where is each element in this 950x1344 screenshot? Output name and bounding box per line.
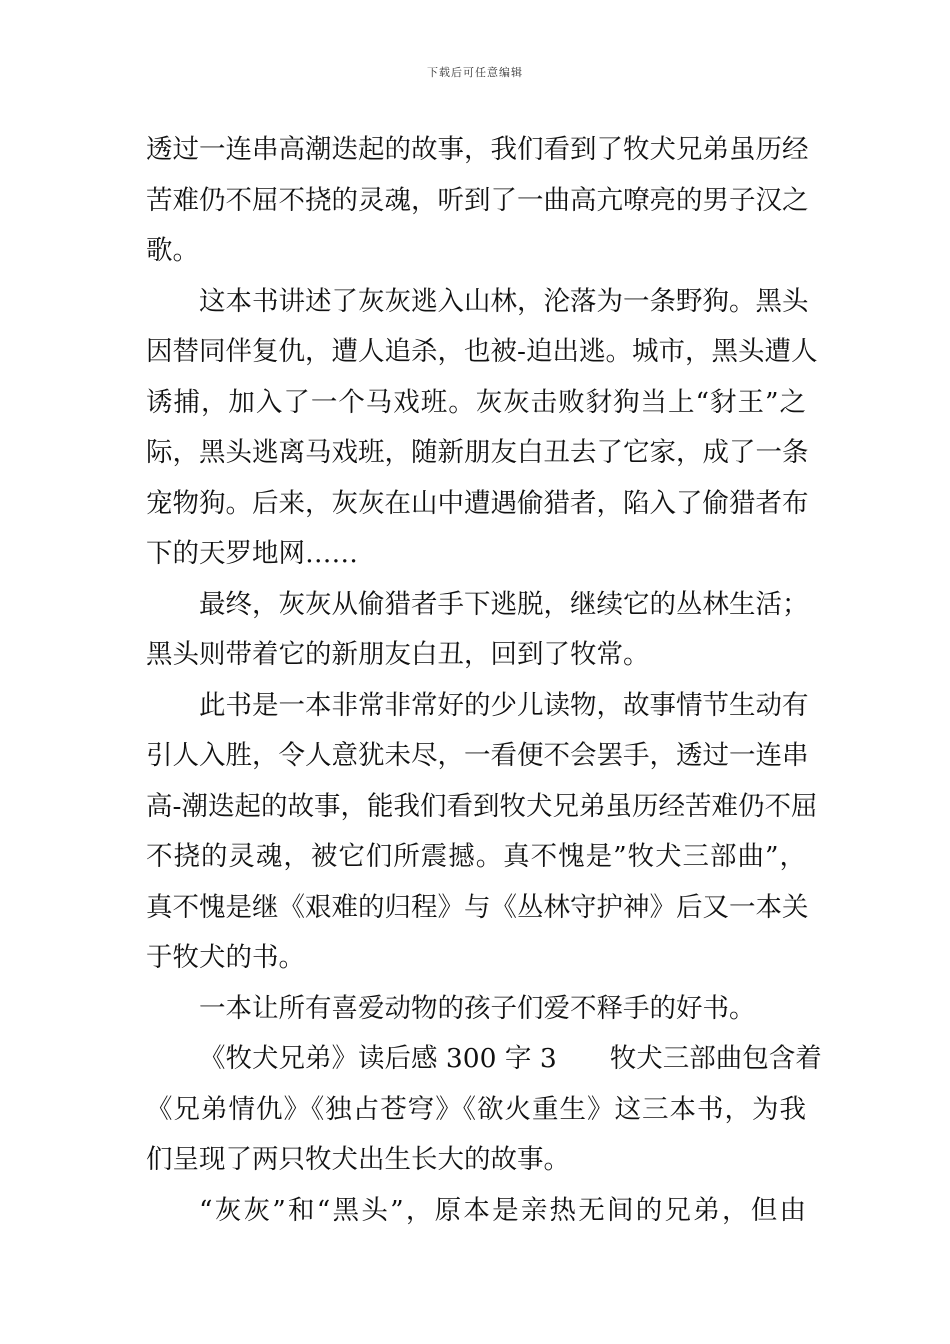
text-line: 下的天罗地网…… [146, 538, 358, 569]
text-line: 诱捕，加入了一个马戏班。灰灰击败豺狗当上“豺王”之 [146, 386, 806, 418]
text-line: 歌。 [146, 235, 199, 266]
text-line: 不挠的灵魂，被它们所震撼。真不愧是”牧犬三部曲”， [146, 841, 806, 872]
text-line: 高-潮迭起的故事，能我们看到牧犬兄弟虽历经苦难仍不屈 [146, 790, 818, 822]
text-line: 黑头则带着它的新朋友白丑，回到了牧常。 [146, 639, 650, 670]
text-line: 此书是一本非常非常好的少儿读物，故事情节生动有 [199, 689, 809, 721]
text-line: “灰灰”和“黑头”，原本是亲热无间的兄弟，但由 [199, 1194, 806, 1226]
text-line: 这本书讲述了灰灰逃入山林，沦落为一条野狗。黑头 [199, 285, 809, 317]
text-line: 宠物狗。后来，灰灰在山中遭遇偷猎者，陷入了偷猎者布 [146, 487, 809, 519]
text-line: 于牧犬的书。 [146, 942, 305, 973]
page-header-note: 下载后可任意编辑 [427, 66, 523, 79]
text-line: 透过一连串高潮迭起的故事，我们看到了牧犬兄弟虽历经 [146, 134, 809, 165]
text-line: 一本让所有喜爱动物的孩子们爱不释手的好书。 [199, 992, 756, 1024]
text-line: 际，黑头逃离马戏班，随新朋友白丑去了它家，成了一条 [146, 437, 809, 468]
text-line: 真不愧是继《艰难的归程》与《丛林守护神》后又一本关 [146, 891, 809, 923]
text-line: 《兄弟情仇》《独占苍穹》《欲火重生》这三本书，为我 [146, 1093, 806, 1125]
text-line: 苦难仍不屈不挠的灵魂，听到了一曲高亢嘹亮的男子汉之 [146, 184, 809, 216]
text-line: 引人入胜，令人意犹未尽，一看便不会罢手，透过一连串 [146, 740, 809, 771]
text-line: 《牧犬兄弟》读后感 300 字 3 牧犬三部曲包含着 [199, 1043, 822, 1074]
document-body [146, 125, 822, 1236]
text-line: 因替同伴复仇，遭人追杀，也被-迫出逃。城市，黑头遭人 [146, 336, 818, 367]
text-line: 们呈现了两只牧犬出生长大的故事。 [146, 1144, 570, 1175]
text-line: 最终，灰灰从偷猎者手下逃脱，继续它的丛林生活； [199, 588, 809, 620]
